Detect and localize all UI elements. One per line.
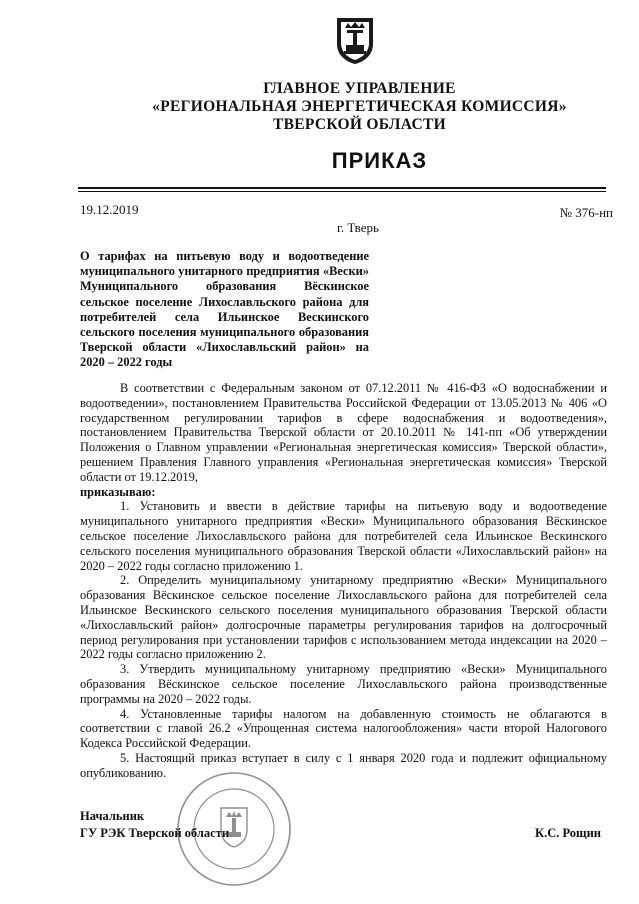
document-subject: О тарифах на питьевую воду и водоотведение муниципального унитарного предприятия «Вески» Муниципального образования Вёскинское сельское поселение Лихославльского района для потребителей села Ильинское Вескинского сельского поселения муниципального образования Тверской области «Лихославльский район» на 2020 – 2022 годы: [80, 249, 369, 370]
order-item-4: 4. Установленные тарифы налогом на добавленную стоимость не облагаются в соответствии с главой 26.2 «Упрощенная система налогообложения» части второй Налогового Кодекса Российской Федерации.: [80, 706, 607, 751]
document-number: № 376-нп: [559, 205, 613, 220]
header-divider-thick: [78, 187, 606, 189]
decree-word: приказываю:: [80, 484, 156, 499]
signatory-position-line-2: ГУ РЭК Тверской области: [80, 826, 230, 840]
order-item-5: 5. Настоящий приказ вступает в силу с 1 января 2020 года и подлежит официальному опубликованию.: [80, 750, 607, 780]
document-city: г. Тверь: [337, 220, 379, 235]
document-type-title: ПРИКАЗ: [331, 148, 428, 173]
order-item-2: 2. Определить муниципальному унитарному предприятию «Вески» Муниципального образования Вёскинское сельское поселение Лихославльского района для потребителей села Ильинское Вескинского сельского поселения муниципального образования Тверской области «Лихославльский район» долгосрочные параметры регулирования тарифов на долгосрочный период регулирования при установлении тарифов с использованием метода индексации на 2020 – 2022 годы согласно приложению 2.: [80, 573, 607, 662]
issuing-authority: [40, 80, 639, 134]
coat-of-arms-icon: [333, 14, 377, 66]
org-line-3: ТВЕРСКОЙ ОБЛАСТИ: [273, 116, 446, 133]
order-item-3: 3. Утвердить муниципальному унитарному предприятию «Вески» Муниципального образования Вёскинское сельское поселение Лихославльского района производственные программы на 2020 – 2022 годы.: [80, 662, 607, 706]
org-line-2: «РЕГИОНАЛЬНАЯ ЭНЕРГЕТИЧЕСКАЯ КОМИССИЯ»: [152, 98, 567, 115]
order-item-1: 1. Установить и ввести в действие тарифы на питьевую воду и водоотведение муниципального унитарного предприятия «Вески» Муниципального образования Вёскинское сельское поселение Лихославльского района для потребителей села Ильинское Вескинского сельского поселения муниципального образования Тверской области «Лихославльский район» на 2020 – 2022 годы согласно приложению 1.: [80, 499, 607, 573]
document-date: 19.12.2019: [80, 202, 139, 217]
header-divider-thin: [78, 191, 606, 192]
org-line-1: ГЛАВНОЕ УПРАВЛЕНИЕ: [263, 80, 456, 97]
document-body: [80, 381, 607, 781]
signatory-name: К.С. Рощин: [535, 826, 601, 840]
signatory-position: [80, 808, 229, 842]
signatory-position-line-1: Начальник: [80, 809, 145, 823]
preamble-paragraph: В соответствии с Федеральным законом от 07.12.2011 № 416-ФЗ «О водоснабжении и водоотведении», постановлением Правительства Российской Федерации от 13.05.2013 № 406 «О государственном регулировании тарифов в сфере водоснабжения и водоотведения», постановлением Правительства Тверской области от 20.10.2011 № 141-пп «Об утверждении Положения о Главном управлении «Региональная энергетическая комиссия» Тверской области», решением Правления Главного управления «Региональная энергетическая комиссия» Тверской области от 19.12.2019,: [80, 381, 607, 484]
